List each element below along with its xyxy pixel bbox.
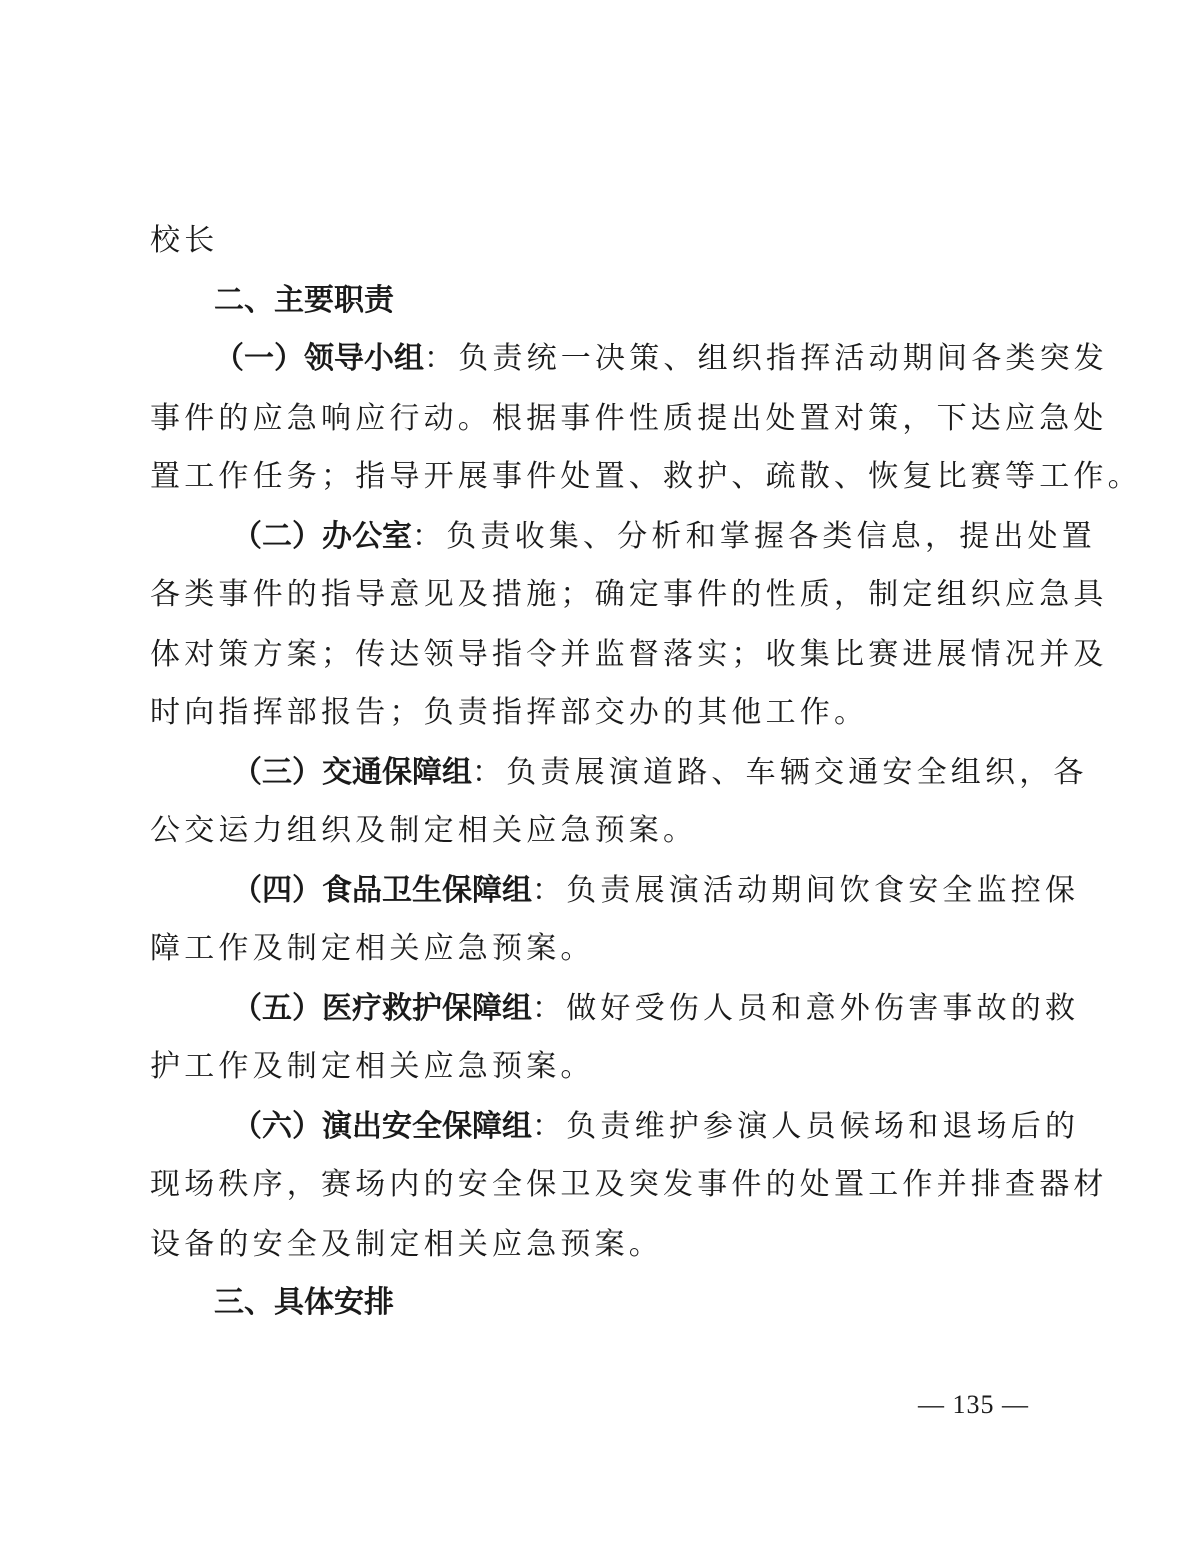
section-heading-2: 二、主要职责 — [214, 283, 394, 318]
paragraph-6-line-3: 设备的安全及制定相关应急预案。 — [150, 1227, 663, 1262]
paragraph-6-text: ：负责维护参演人员候场和退场后的 — [532, 1109, 1080, 1144]
page-number: — 135 — — [918, 1390, 1029, 1419]
paragraph-6-label: （六）演出安全保障组 — [232, 1109, 532, 1144]
paragraph-3-line-1 — [232, 754, 1122, 792]
paragraph-1-text: ：负责统一决策、组织指挥活动期间各类突发 — [424, 341, 1108, 376]
paragraph-1-label: （一）领导小组 — [214, 341, 424, 376]
paragraph-5-line-1 — [232, 990, 1122, 1028]
paragraph-2-line-2: 各类事件的指导意见及措施；确定事件的性质，制定组织应急具 — [150, 577, 1108, 612]
paragraph-4-label: （四）食品卫生保障组 — [232, 873, 532, 908]
paragraph-5-line-2: 护工作及制定相关应急预案。 — [150, 1049, 595, 1084]
paragraph-2-line-1 — [232, 518, 1122, 556]
paragraph-1-line-1 — [214, 340, 1108, 378]
paragraph-3-text: ：负责展演道路、车辆交通安全组织，各 — [472, 755, 1088, 790]
paragraph-2-line-4: 时向指挥部报告；负责指挥部交办的其他工作。 — [150, 695, 869, 730]
paragraph-4-line-1 — [232, 872, 1122, 910]
paragraph-2-label: （二）办公室 — [232, 519, 412, 554]
text-line: 校长 — [150, 223, 219, 258]
paragraph-1-line-2: 事件的应急响应行动。根据事件性质提出处置对策，下达应急处 — [150, 401, 1108, 436]
paragraph-3-line-2: 公交运力组织及制定相关应急预案。 — [150, 813, 698, 848]
paragraph-1-line-3: 置工作任务；指导开展事件处置、救护、疏散、恢复比赛等工作。 — [150, 459, 1142, 494]
section-heading-3: 三、具体安排 — [214, 1285, 394, 1320]
paragraph-5-text: ：做好受伤人员和意外伤害事故的救 — [532, 991, 1080, 1026]
paragraph-2-text: ：负责收集、分析和掌握各类信息，提出处置 — [412, 519, 1096, 554]
paragraph-4-line-2: 障工作及制定相关应急预案。 — [150, 931, 595, 966]
paragraph-6-line-2: 现场秩序，赛场内的安全保卫及突发事件的处置工作并排查器材 — [150, 1167, 1108, 1202]
paragraph-6-line-1 — [232, 1108, 1122, 1146]
paragraph-2-line-3: 体对策方案；传达领导指令并监督落实；收集比赛进展情况并及 — [150, 637, 1108, 672]
paragraph-5-label: （五）医疗救护保障组 — [232, 991, 532, 1026]
paragraph-3-label: （三）交通保障组 — [232, 755, 472, 790]
paragraph-4-text: ：负责展演活动期间饮食安全监控保 — [532, 873, 1080, 908]
